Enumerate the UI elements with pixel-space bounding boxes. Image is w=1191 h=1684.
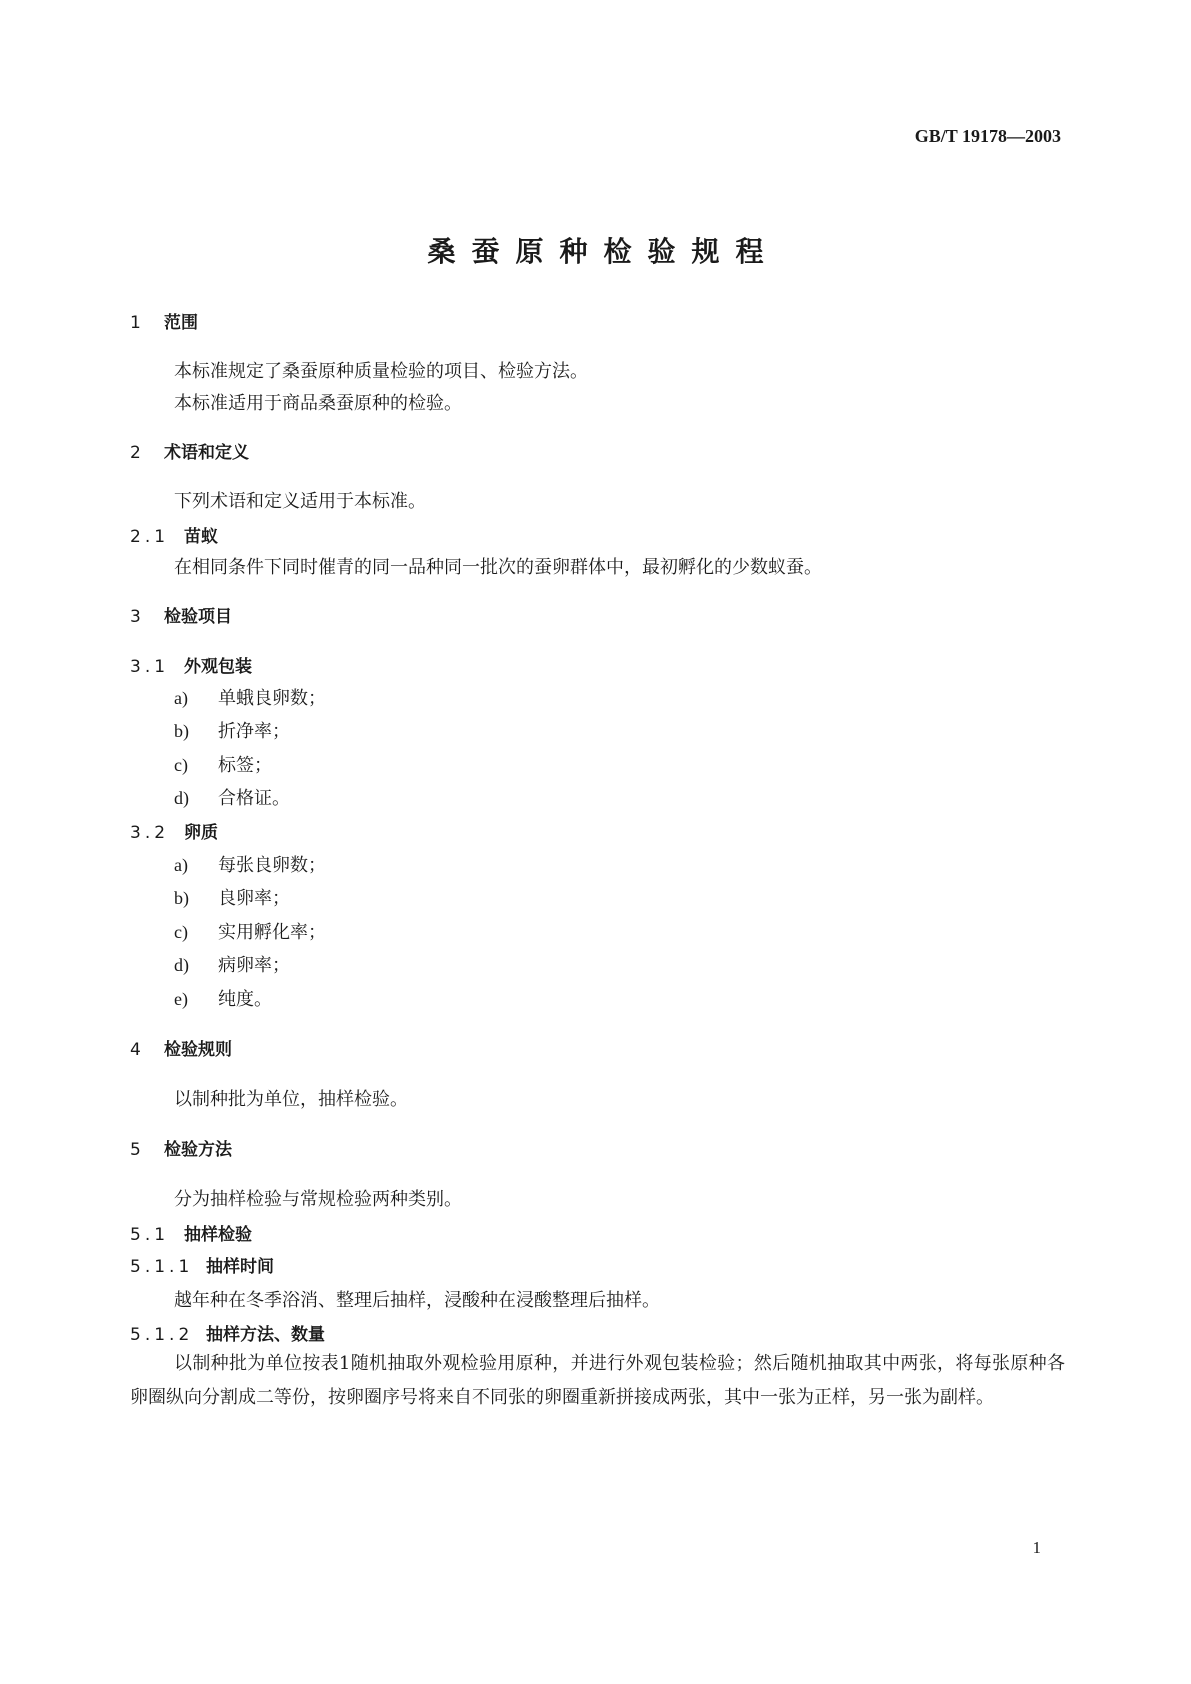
section-title: 术语和定义 [164, 443, 249, 463]
list-marker: d) [174, 955, 189, 975]
list-text: 良卵率； [218, 888, 290, 909]
section-2-heading [130, 438, 249, 463]
section-title: 抽样时间 [206, 1257, 274, 1277]
section-title: 抽样检验 [184, 1225, 252, 1245]
list-item [174, 985, 272, 1011]
list-marker: b) [174, 888, 189, 908]
list-marker: a) [174, 688, 188, 708]
paragraph: 分为抽样检验与常规检验两种类别。 [174, 1189, 462, 1210]
section-3-heading [130, 602, 232, 627]
paragraph: 本标准适用于商品桑蚕原种的检验。 [174, 393, 462, 414]
section-number: 5.1.1 [130, 1257, 194, 1277]
list-marker: c) [174, 755, 188, 775]
section-title: 检验方法 [164, 1140, 232, 1160]
section-title: 抽样方法、数量 [206, 1325, 325, 1345]
list-item [174, 851, 326, 877]
section-5-1-1-heading [130, 1252, 274, 1277]
section-title: 范围 [164, 313, 198, 333]
list-marker: e) [174, 989, 188, 1009]
list-text: 每张良卵数； [218, 855, 326, 876]
paragraph: 越年种在冬季浴消、整理后抽样，浸酸种在浸酸整理后抽样。 [174, 1290, 660, 1311]
section-number: 3.1 [130, 657, 170, 677]
list-text: 合格证。 [218, 788, 290, 809]
section-2-1-heading [130, 522, 218, 547]
list-item [174, 684, 326, 710]
section-number: 5 [130, 1140, 145, 1160]
section-number: 3.2 [130, 823, 170, 843]
section-5-1-heading [130, 1220, 252, 1245]
section-title: 苗蚁 [184, 527, 218, 547]
section-title: 检验项目 [164, 607, 232, 627]
document-title: 桑蚕原种检验规程 [427, 235, 780, 268]
section-5-1-2-heading [130, 1320, 325, 1345]
section-number: 1 [130, 313, 145, 333]
list-item [174, 751, 272, 777]
list-item [174, 784, 290, 810]
standard-code: GB/T 19178—2003 [914, 126, 1061, 146]
list-marker: c) [174, 922, 188, 942]
section-3-1-heading [130, 652, 252, 677]
list-marker: b) [174, 721, 189, 741]
list-item [174, 884, 290, 910]
list-text: 标签； [218, 755, 272, 776]
section-3-2-heading [130, 818, 218, 843]
section-number: 3 [130, 607, 145, 627]
list-item [174, 918, 326, 944]
section-number: 2.1 [130, 527, 170, 547]
section-1-heading [130, 308, 198, 333]
list-marker: a) [174, 855, 188, 875]
section-number: 4 [130, 1040, 145, 1060]
paragraph: 本标准规定了桑蚕原种质量检验的项目、检验方法。 [174, 361, 588, 382]
list-item [174, 717, 290, 743]
paragraph: 下列术语和定义适用于本标准。 [174, 491, 426, 512]
section-number: 5.1 [130, 1225, 170, 1245]
list-marker: d) [174, 788, 189, 808]
paragraph: 在相同条件下同时催青的同一品种同一批次的蚕卵群体中，最初孵化的少数蚁蚕。 [174, 557, 822, 578]
paragraph: 以制种批为单位，抽样检验。 [174, 1089, 408, 1110]
paragraph: 以制种批为单位按表1随机抽取外观检验用原种，并进行外观包装检验；然后随机抽取其中两张，将每张原种各卵圈纵向分割成二等份，按卵圈序号将来自不同张的卵圈重新拼接成两张，其中一张为正样，另一张为副样。 [130, 1353, 1065, 1408]
section-4-heading [130, 1035, 232, 1060]
list-text: 纯度。 [218, 989, 272, 1010]
section-title: 外观包装 [184, 657, 252, 677]
list-text: 病卵率； [218, 955, 290, 976]
list-text: 实用孵化率； [218, 922, 326, 943]
section-title: 检验规则 [164, 1040, 232, 1060]
list-item [174, 951, 290, 977]
section-number: 5.1.2 [130, 1325, 194, 1345]
list-text: 单蛾良卵数； [218, 688, 326, 709]
page-number: 1 [1032, 1538, 1041, 1557]
list-text: 折净率； [218, 721, 290, 742]
section-title: 卵质 [184, 823, 218, 843]
section-number: 2 [130, 443, 145, 463]
section-5-heading [130, 1135, 232, 1160]
